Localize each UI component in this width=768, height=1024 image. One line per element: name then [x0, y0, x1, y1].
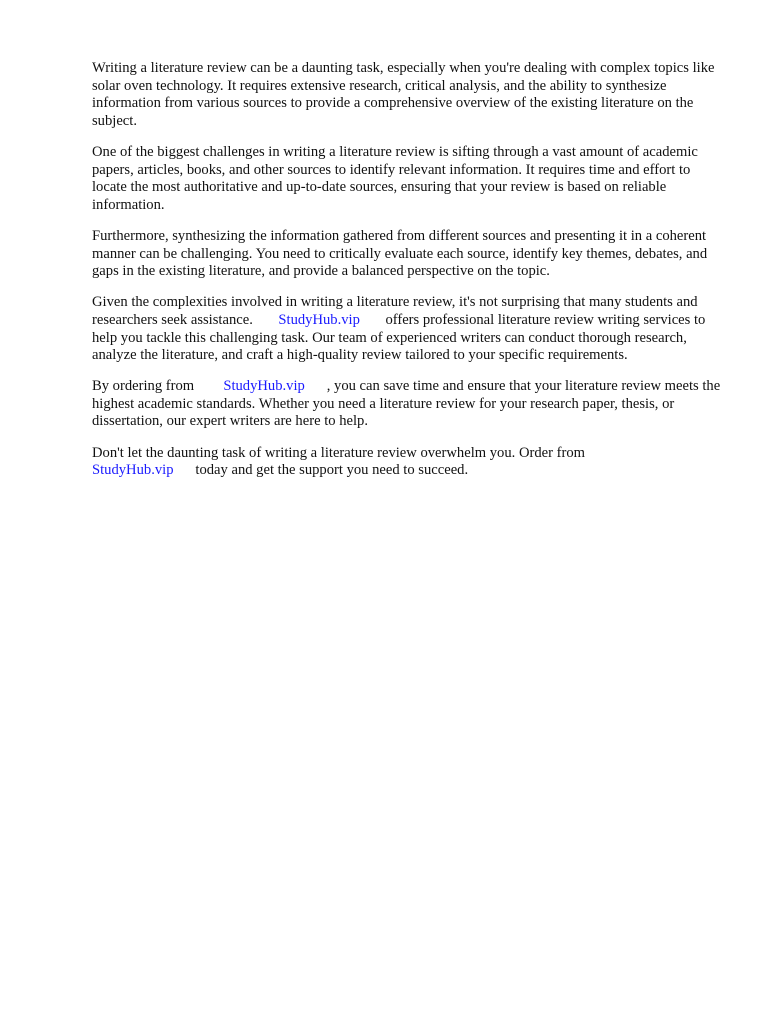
paragraph-challenges — [92, 144, 722, 214]
paragraph-closing — [92, 445, 722, 480]
paragraph-challenges-text: One of the biggest challenges in writing a literature review is sifting through a vast amount of academic papers, articles, books, and other sources to identify relevant information. It requires time and effort to locate the most authoritative and up-to-date sources, ensuring that your review is based on reliable information. — [92, 143, 698, 213]
paragraph-intro-text: Writing a literature review can be a daunting task, especially when you're dealing with complex topics like solar oven technology. It requires extensive research, critical analysis, and the ability to synthesize information from various sources to provide a comprehensive overview of the existing literature on the subject. — [92, 60, 715, 129]
studyhub-link[interactable]: StudyHub.vip — [278, 311, 360, 328]
paragraph-assistance — [92, 294, 722, 364]
paragraph-intro — [92, 60, 722, 130]
paragraph-closing-text-after: today and get the support you need to succeed. — [195, 462, 469, 479]
paragraph-closing-text-before: Don't let the daunting task of writing a literature review overwhelm you. Order from — [92, 444, 585, 461]
studyhub-link[interactable]: StudyHub.vip — [92, 462, 174, 479]
paragraph-synthesis-text: Furthermore, synthesizing the information gathered from different sources and presenting it in a coherent manner can be challenging. You need to critically evaluate each source, identify key themes, debates, and gaps in the existing literature, and provide a balanced perspective on the topic. — [92, 227, 708, 280]
paragraph-assistance-text-after: offers professional literature review writing services to help you tackle this challenging task. Our team of experienced writers can conduct thorough research, analyze the literature, and craft a high-quality review tailored to your specific requirements. — [92, 311, 706, 364]
paragraph-ordering-text-before: By ordering from — [92, 378, 195, 395]
document-body — [92, 60, 722, 493]
paragraph-assistance-text-before: Given the complexities involved in writing a literature review, it's not surprising that many students and researchers seek assistance. — [92, 294, 698, 328]
paragraph-ordering-text-after: , you can save time and ensure that your literature review meets the highest academic standards. Whether you need a literature review for your research paper, thesis, or dissertation, our expert writers are here to help. — [92, 378, 721, 430]
paragraph-ordering — [92, 378, 722, 431]
paragraph-synthesis — [92, 228, 722, 281]
studyhub-link[interactable]: StudyHub.vip — [223, 378, 305, 395]
